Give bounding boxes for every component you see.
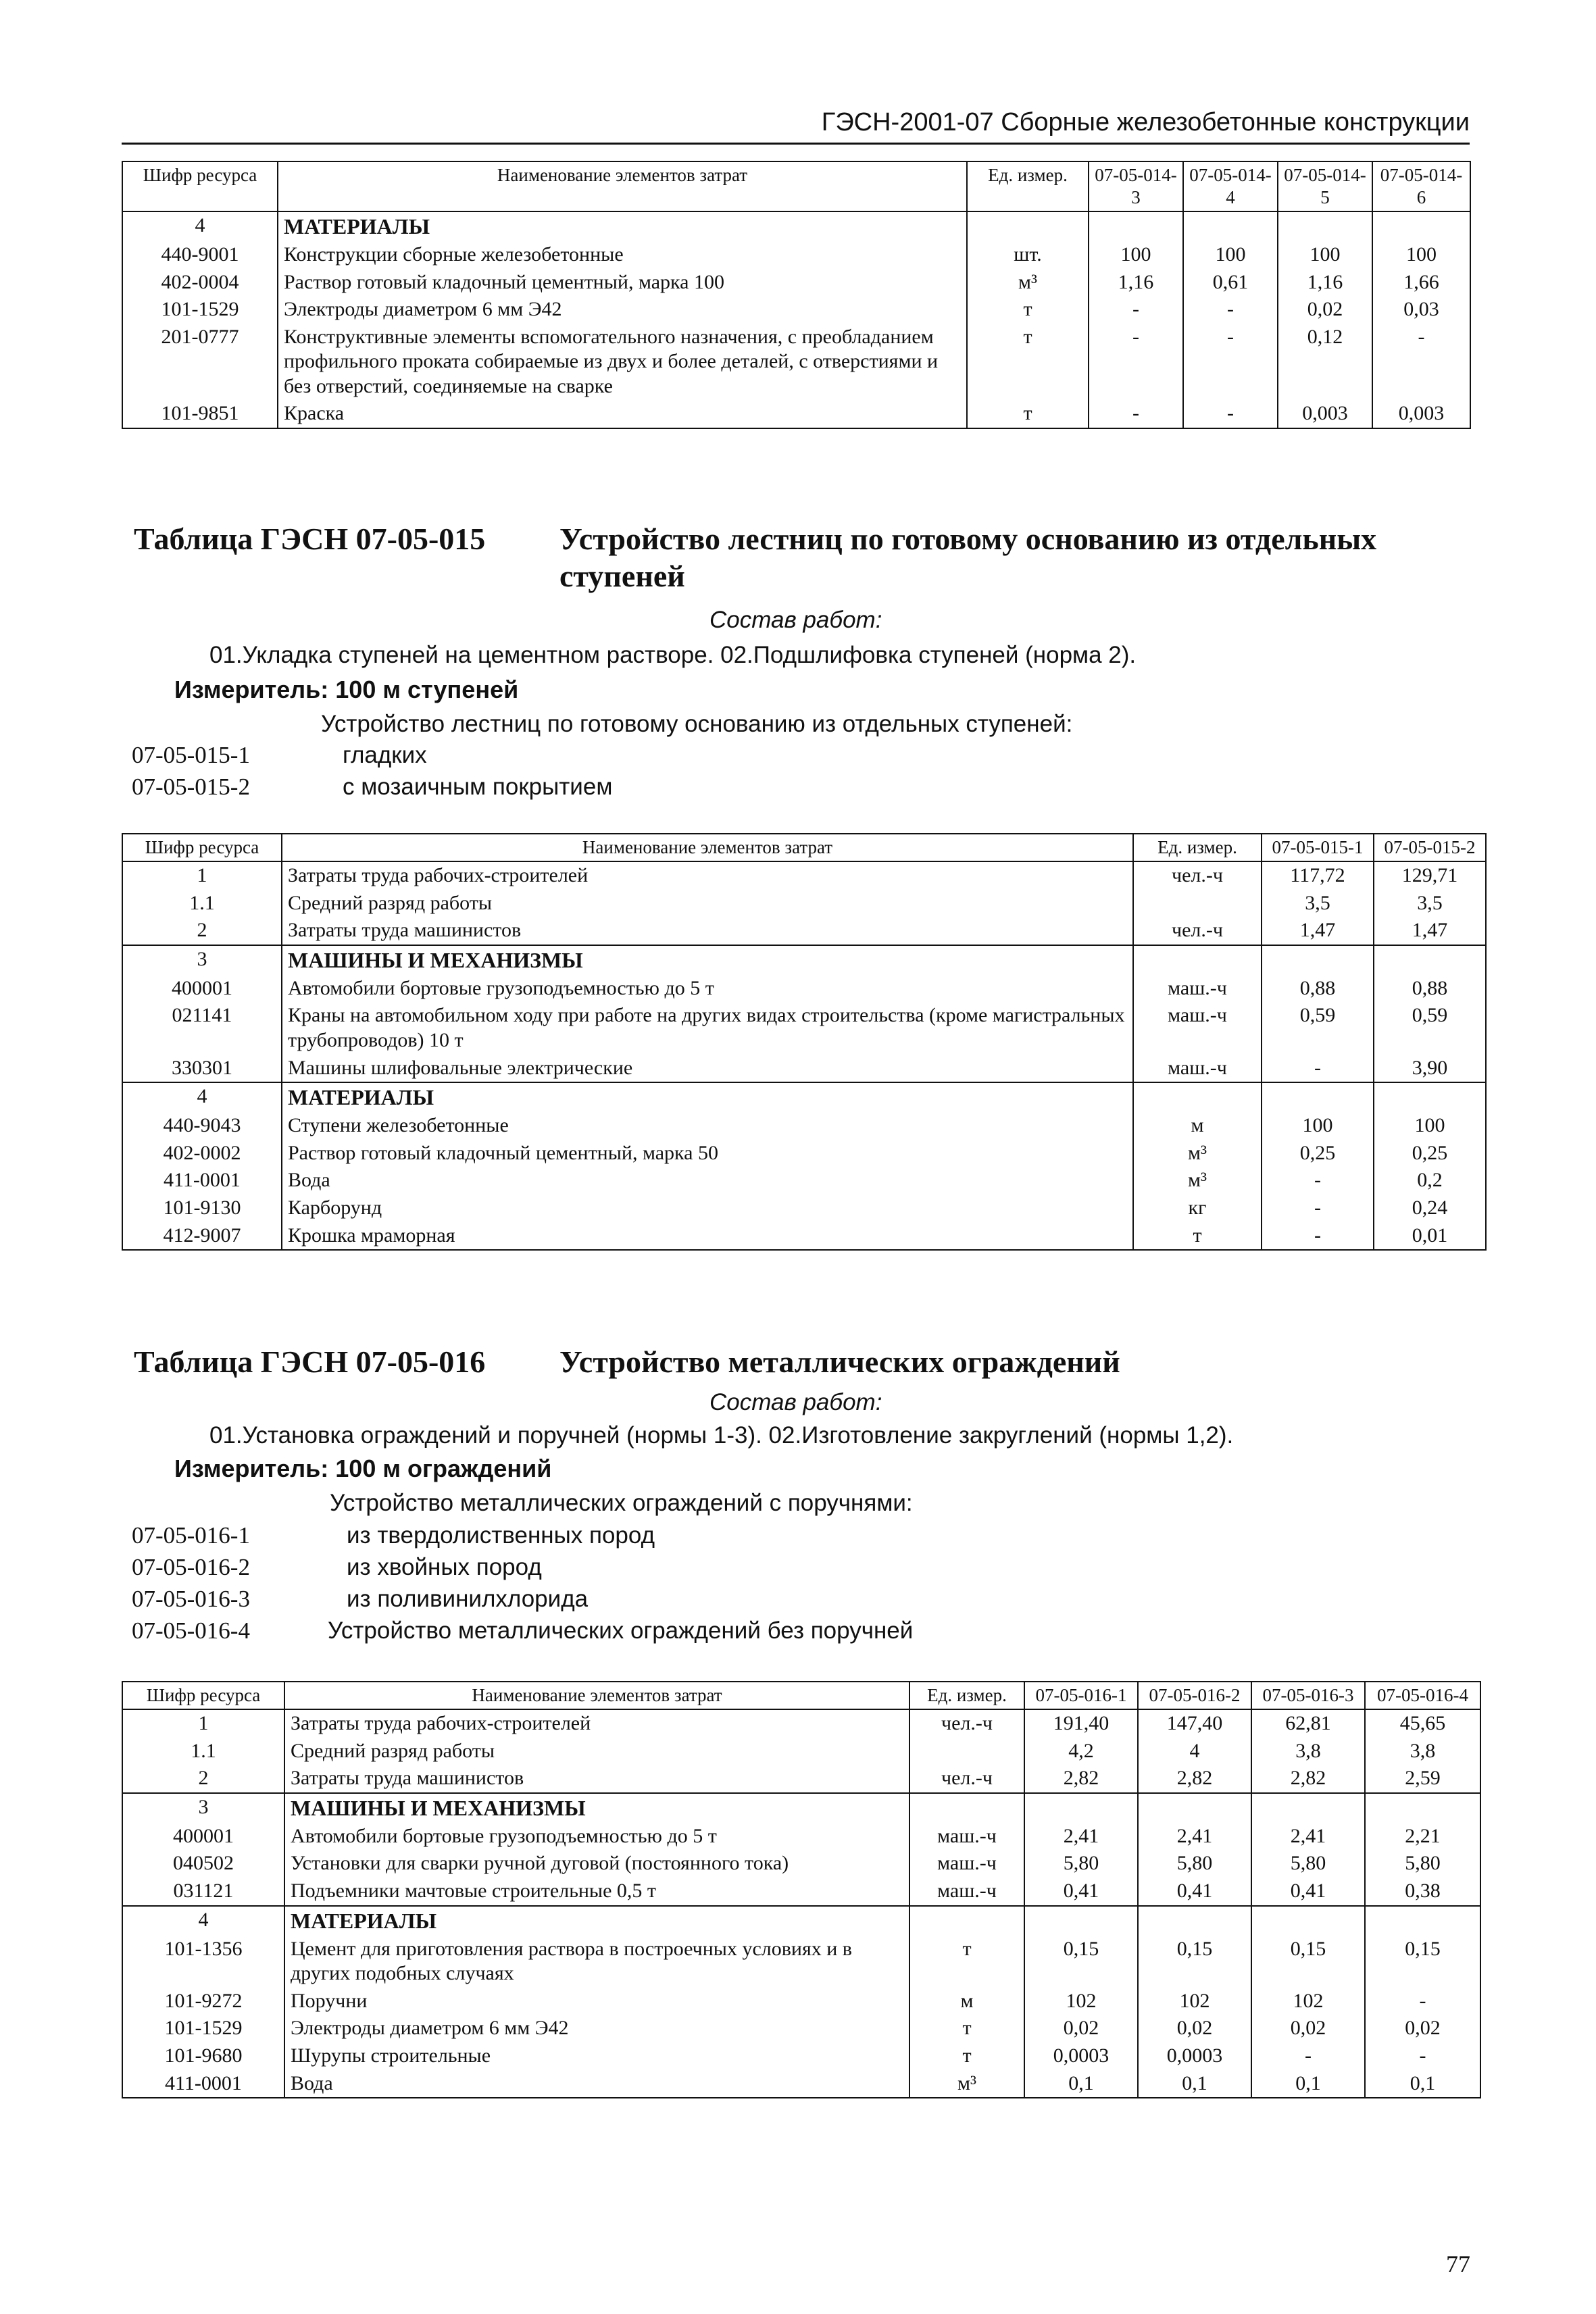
value-cell bbox=[1138, 1793, 1251, 1823]
table-row bbox=[122, 324, 1470, 401]
sostav-text: 01.Установка ограждений и поручней (нормы 1-3). 02.Изготовление закруглений (нормы 1,2). bbox=[209, 1422, 1234, 1449]
resource-name-cell: Затраты труда машинистов bbox=[284, 1765, 909, 1793]
col-header-code: Шифр ресурса bbox=[122, 834, 282, 861]
value-cell: 1,47 bbox=[1374, 917, 1486, 945]
col-header-norm: 07-05-014-3 bbox=[1089, 161, 1183, 211]
resource-name-cell: Раствор готовый кладочный цементный, марка 50 bbox=[282, 1140, 1133, 1167]
section-row bbox=[122, 211, 1470, 241]
value-cell: 0,02 bbox=[1251, 2015, 1365, 2042]
value-cell: 3,8 bbox=[1251, 1738, 1365, 1765]
value-cell: - bbox=[1372, 324, 1470, 401]
resource-code-cell: 101-1529 bbox=[122, 2015, 284, 2042]
value-cell: 0,0003 bbox=[1138, 2042, 1251, 2070]
value-cell: - bbox=[1089, 324, 1183, 401]
resource-code-cell: 400001 bbox=[122, 975, 282, 1003]
variant-code: 07-05-016-2 bbox=[132, 1554, 250, 1580]
value-cell: 0,15 bbox=[1138, 1936, 1251, 1988]
table-row bbox=[122, 2070, 1480, 2098]
value-cell: 0,1 bbox=[1251, 2070, 1365, 2098]
resource-name-cell: Краны на автомобильном ходу при работе на других видах строительства (кроме магистральных трубопроводов) 10 т bbox=[282, 1002, 1133, 1054]
resource-code-cell: 031121 bbox=[122, 1878, 284, 1906]
resource-code-cell: 4 bbox=[122, 211, 278, 241]
variant-code: 07-05-016-3 bbox=[132, 1586, 250, 1612]
table-title-016 bbox=[134, 1343, 1438, 1380]
section-row bbox=[122, 1082, 1486, 1112]
table-row bbox=[122, 1055, 1486, 1083]
value-cell bbox=[1365, 1793, 1480, 1823]
unit-cell: маш.-ч bbox=[909, 1878, 1024, 1906]
table-row bbox=[122, 1988, 1480, 2015]
unit-cell: т bbox=[1133, 1222, 1262, 1251]
unit-cell bbox=[967, 211, 1089, 241]
value-cell: 0,24 bbox=[1374, 1194, 1486, 1222]
value-cell bbox=[1024, 1906, 1138, 1936]
resource-name-cell: МАТЕРИАЛЫ bbox=[284, 1906, 909, 1936]
unit-cell: т bbox=[909, 2042, 1024, 2070]
resource-code-cell: 330301 bbox=[122, 1055, 282, 1083]
resource-code-cell: 101-9851 bbox=[122, 400, 278, 428]
col-header-norm: 07-05-014-5 bbox=[1278, 161, 1372, 211]
value-cell: 100 bbox=[1262, 1112, 1374, 1140]
variants-intro: Устройство лестниц по готовому основанию из отдельных ступеней: bbox=[321, 711, 1073, 737]
resource-code-cell: 2 bbox=[122, 917, 282, 945]
value-cell: 0,15 bbox=[1365, 1936, 1480, 1988]
unit-cell: т bbox=[909, 1936, 1024, 1988]
value-cell: 100 bbox=[1089, 241, 1183, 269]
resource-name-cell: Раствор готовый кладочный цементный, марка 100 bbox=[278, 269, 967, 297]
value-cell bbox=[1262, 1082, 1374, 1112]
table-row bbox=[122, 1112, 1486, 1140]
variant-desc: из поливинилхлорида bbox=[347, 1586, 589, 1612]
resource-table-015 bbox=[122, 833, 1487, 1251]
value-cell: 2,21 bbox=[1365, 1823, 1480, 1851]
resource-name-cell: Затраты труда машинистов bbox=[282, 917, 1133, 945]
value-cell: 0,59 bbox=[1374, 1002, 1486, 1054]
resource-name-cell: Затраты труда рабочих-строителей bbox=[284, 1709, 909, 1738]
value-cell: 0,03 bbox=[1372, 296, 1470, 324]
resource-code-cell: 402-0004 bbox=[122, 269, 278, 297]
unit-cell: маш.-ч bbox=[1133, 975, 1262, 1003]
unit-cell: маш.-ч bbox=[909, 1850, 1024, 1878]
value-cell: 3,5 bbox=[1262, 890, 1374, 917]
value-cell: 2,82 bbox=[1138, 1765, 1251, 1793]
page-number: 77 bbox=[1446, 2250, 1470, 2278]
unit-cell: чел.-ч bbox=[1133, 917, 1262, 945]
unit-cell: шт. bbox=[967, 241, 1089, 269]
value-cell: - bbox=[1251, 2042, 1365, 2070]
value-cell: 1,66 bbox=[1372, 269, 1470, 297]
value-cell: 2,41 bbox=[1251, 1823, 1365, 1851]
resource-name-cell: Подъемники мачтовые строительные 0,5 т bbox=[284, 1878, 909, 1906]
value-cell: 100 bbox=[1374, 1112, 1486, 1140]
value-cell: 62,81 bbox=[1251, 1709, 1365, 1738]
value-cell: 0,41 bbox=[1251, 1878, 1365, 1906]
sostav-label: Состав работ: bbox=[709, 1389, 882, 1415]
value-cell: 4 bbox=[1138, 1738, 1251, 1765]
table-row bbox=[122, 1878, 1480, 1906]
unit-cell: м³ bbox=[1133, 1167, 1262, 1194]
table-row bbox=[122, 1140, 1486, 1167]
value-cell: 0,12 bbox=[1278, 324, 1372, 401]
resource-name-cell: МАТЕРИАЛЫ bbox=[282, 1082, 1133, 1112]
table-row bbox=[122, 400, 1470, 428]
resource-name-cell: Вода bbox=[284, 2070, 909, 2098]
table-title-015 bbox=[134, 520, 1438, 595]
value-cell: - bbox=[1262, 1194, 1374, 1222]
value-cell: 0,1 bbox=[1024, 2070, 1138, 2098]
value-cell: 1,16 bbox=[1278, 269, 1372, 297]
value-cell bbox=[1138, 1906, 1251, 1936]
table-heading: Устройство металлических ограждений bbox=[559, 1344, 1120, 1379]
resource-name-cell: Средний разряд работы bbox=[282, 890, 1133, 917]
variant-code: 07-05-015-2 bbox=[132, 774, 250, 800]
variant-desc: из хвойных пород bbox=[347, 1554, 542, 1580]
unit-cell: кг bbox=[1133, 1194, 1262, 1222]
resource-code-cell: 3 bbox=[122, 945, 282, 975]
value-cell: 0,0003 bbox=[1024, 2042, 1138, 2070]
value-cell: 147,40 bbox=[1138, 1709, 1251, 1738]
resource-name-cell: Ступени железобетонные bbox=[282, 1112, 1133, 1140]
table-row bbox=[122, 2042, 1480, 2070]
value-cell: 2,59 bbox=[1365, 1765, 1480, 1793]
value-cell: 0,61 bbox=[1183, 269, 1278, 297]
value-cell: 129,71 bbox=[1374, 861, 1486, 890]
unit-cell bbox=[909, 1793, 1024, 1823]
value-cell: - bbox=[1365, 1988, 1480, 2015]
section-row bbox=[122, 1906, 1480, 1936]
value-cell: 3,90 bbox=[1374, 1055, 1486, 1083]
value-cell: 0,25 bbox=[1262, 1140, 1374, 1167]
resource-code-cell: 411-0001 bbox=[122, 2070, 284, 2098]
resource-code-cell: 4 bbox=[122, 1082, 282, 1112]
value-cell: - bbox=[1365, 2042, 1480, 2070]
resource-code-cell: 1 bbox=[122, 1709, 284, 1738]
resource-code-cell: 440-9001 bbox=[122, 241, 278, 269]
value-cell: 102 bbox=[1024, 1988, 1138, 2015]
value-cell bbox=[1262, 945, 1374, 975]
col-header-name: Наименование элементов затрат bbox=[282, 834, 1133, 861]
unit-cell: чел.-ч bbox=[909, 1765, 1024, 1793]
table-row bbox=[122, 1765, 1480, 1793]
resource-code-cell: 400001 bbox=[122, 1823, 284, 1851]
value-cell: 0,02 bbox=[1278, 296, 1372, 324]
col-header-code: Шифр ресурса bbox=[122, 161, 278, 211]
running-header: ГЭСН-2001-07 Сборные железобетонные конструкции bbox=[122, 108, 1470, 145]
col-header-norm: 07-05-014-4 bbox=[1183, 161, 1278, 211]
unit-cell: т bbox=[909, 2015, 1024, 2042]
unit-cell: т bbox=[967, 324, 1089, 401]
resource-code-cell: 412-9007 bbox=[122, 1222, 282, 1251]
value-cell: 0,02 bbox=[1138, 2015, 1251, 2042]
variant-desc: с мозаичным покрытием bbox=[343, 774, 613, 800]
value-cell: 100 bbox=[1183, 241, 1278, 269]
table-row bbox=[122, 1222, 1486, 1251]
resource-name-cell: Автомобили бортовые грузоподъемностью до 5 т bbox=[282, 975, 1133, 1003]
table-07-05-016-block bbox=[122, 1681, 1480, 2098]
value-cell: 0,1 bbox=[1365, 2070, 1480, 2098]
table-row bbox=[122, 269, 1470, 297]
resource-name-cell: МАТЕРИАЛЫ bbox=[278, 211, 967, 241]
variant-code: 07-05-015-1 bbox=[132, 742, 250, 768]
sostav-label: Состав работ: bbox=[709, 607, 882, 633]
resource-name-cell: Шурупы строительные bbox=[284, 2042, 909, 2070]
unit-cell: маш.-ч bbox=[1133, 1055, 1262, 1083]
variant-desc: Устройство металлических ограждений без поручней bbox=[328, 1617, 914, 1644]
value-cell: 102 bbox=[1251, 1988, 1365, 2015]
value-cell: 2,41 bbox=[1138, 1823, 1251, 1851]
section-row bbox=[122, 945, 1486, 975]
unit-cell: м³ bbox=[909, 2070, 1024, 2098]
value-cell: 0,88 bbox=[1374, 975, 1486, 1003]
variant-code: 07-05-016-4 bbox=[132, 1617, 250, 1644]
value-cell: 2,82 bbox=[1024, 1765, 1138, 1793]
value-cell: 2,41 bbox=[1024, 1823, 1138, 1851]
resource-code-cell: 4 bbox=[122, 1906, 284, 1936]
unit-cell: м bbox=[1133, 1112, 1262, 1140]
unit-cell bbox=[1133, 945, 1262, 975]
resource-code-cell: 411-0001 bbox=[122, 1167, 282, 1194]
resource-name-cell: Цемент для приготовления раствора в построечных условиях и в других подобных случаях bbox=[284, 1936, 909, 1988]
variant-code: 07-05-016-1 bbox=[132, 1522, 250, 1549]
value-cell: 45,65 bbox=[1365, 1709, 1480, 1738]
table-heading: Устройство лестниц по готовому основанию из отдельных ступеней bbox=[559, 522, 1377, 594]
value-cell: - bbox=[1183, 296, 1278, 324]
col-header-name: Наименование элементов затрат bbox=[278, 161, 967, 211]
resource-name-cell: Краска bbox=[278, 400, 967, 428]
unit-cell: т bbox=[967, 296, 1089, 324]
variants-intro: Устройство металлических ограждений с поручнями: bbox=[330, 1490, 913, 1516]
value-cell: 1,47 bbox=[1262, 917, 1374, 945]
section-row bbox=[122, 1793, 1480, 1823]
variant-desc: из твердолиственных пород bbox=[347, 1522, 655, 1549]
value-cell: - bbox=[1089, 400, 1183, 428]
value-cell: 117,72 bbox=[1262, 861, 1374, 890]
resource-name-cell: Машины шлифовальные электрические bbox=[282, 1055, 1133, 1083]
unit-cell: маш.-ч bbox=[1133, 1002, 1262, 1054]
table-label: Таблица ГЭСН 07-05-016 bbox=[134, 1344, 486, 1379]
value-cell: 0,2 bbox=[1374, 1167, 1486, 1194]
value-cell: 0,15 bbox=[1251, 1936, 1365, 1988]
value-cell: 0,38 bbox=[1365, 1878, 1480, 1906]
unit-cell: чел.-ч bbox=[1133, 861, 1262, 890]
value-cell: 0,59 bbox=[1262, 1002, 1374, 1054]
table-row bbox=[122, 890, 1486, 917]
value-cell bbox=[1372, 211, 1470, 241]
col-header-norm: 07-05-015-2 bbox=[1374, 834, 1486, 861]
table-07-05-014-block bbox=[122, 161, 1470, 429]
value-cell: 0,02 bbox=[1365, 2015, 1480, 2042]
resource-name-cell: Конструкции сборные железобетонные bbox=[278, 241, 967, 269]
col-header-unit: Ед. измер. bbox=[909, 1682, 1024, 1709]
resource-name-cell: Крошка мраморная bbox=[282, 1222, 1133, 1251]
col-header-unit: Ед. измер. bbox=[1133, 834, 1262, 861]
resource-code-cell: 201-0777 bbox=[122, 324, 278, 401]
variant-desc: гладких bbox=[343, 742, 427, 768]
value-cell: - bbox=[1262, 1167, 1374, 1194]
value-cell bbox=[1183, 211, 1278, 241]
resource-name-cell: МАШИНЫ И МЕХАНИЗМЫ bbox=[282, 945, 1133, 975]
table-row bbox=[122, 2015, 1480, 2042]
col-header-norm: 07-05-016-2 bbox=[1138, 1682, 1251, 1709]
unit-cell: маш.-ч bbox=[909, 1823, 1024, 1851]
col-header-name: Наименование элементов затрат bbox=[284, 1682, 909, 1709]
value-cell: - bbox=[1262, 1055, 1374, 1083]
unit-cell bbox=[1133, 890, 1262, 917]
resource-code-cell: 101-9680 bbox=[122, 2042, 284, 2070]
table-row bbox=[122, 1194, 1486, 1222]
value-cell bbox=[1374, 945, 1486, 975]
resource-table-016 bbox=[122, 1681, 1481, 2098]
unit-cell bbox=[909, 1906, 1024, 1936]
col-header-norm: 07-05-015-1 bbox=[1262, 834, 1374, 861]
resource-code-cell: 440-9043 bbox=[122, 1112, 282, 1140]
value-cell: 0,41 bbox=[1138, 1878, 1251, 1906]
unit-cell: м³ bbox=[967, 269, 1089, 297]
resource-code-cell: 3 bbox=[122, 1793, 284, 1823]
value-cell: 100 bbox=[1372, 241, 1470, 269]
table-row bbox=[122, 1738, 1480, 1765]
col-header-norm: 07-05-016-4 bbox=[1365, 1682, 1480, 1709]
unit-cell: м bbox=[909, 1988, 1024, 2015]
resource-name-cell: Вода bbox=[282, 1167, 1133, 1194]
value-cell: - bbox=[1183, 400, 1278, 428]
resource-name-cell: Электроды диаметром 6 мм Э42 bbox=[278, 296, 967, 324]
col-header-norm: 07-05-016-3 bbox=[1251, 1682, 1365, 1709]
value-cell: 0,01 bbox=[1374, 1222, 1486, 1251]
value-cell: 3,8 bbox=[1365, 1738, 1480, 1765]
value-cell: 100 bbox=[1278, 241, 1372, 269]
sostav-text: 01.Укладка ступеней на цементном растворе. 02.Подшлифовка ступеней (норма 2). bbox=[209, 642, 1137, 668]
value-cell bbox=[1365, 1906, 1480, 1936]
resource-name-cell: Автомобили бортовые грузоподъемностью до 5 т bbox=[284, 1823, 909, 1851]
col-header-unit: Ед. измер. bbox=[967, 161, 1089, 211]
value-cell: 102 bbox=[1138, 1988, 1251, 2015]
value-cell: 0,003 bbox=[1278, 400, 1372, 428]
resource-name-cell: Электроды диаметром 6 мм Э42 bbox=[284, 2015, 909, 2042]
table-row bbox=[122, 1002, 1486, 1054]
value-cell: 0,15 bbox=[1024, 1936, 1138, 1988]
table-row bbox=[122, 241, 1470, 269]
value-cell: 0,003 bbox=[1372, 400, 1470, 428]
meter-line: Измеритель: 100 м ступеней bbox=[174, 676, 519, 703]
resource-code-cell: 402-0002 bbox=[122, 1140, 282, 1167]
table-row bbox=[122, 975, 1486, 1003]
value-cell: 0,25 bbox=[1374, 1140, 1486, 1167]
value-cell bbox=[1251, 1906, 1365, 1936]
col-header-norm: 07-05-016-1 bbox=[1024, 1682, 1138, 1709]
value-cell: 3,5 bbox=[1374, 890, 1486, 917]
value-cell: 0,88 bbox=[1262, 975, 1374, 1003]
value-cell: 0,1 bbox=[1138, 2070, 1251, 2098]
value-cell bbox=[1278, 211, 1372, 241]
resource-code-cell: 101-1529 bbox=[122, 296, 278, 324]
table-row bbox=[122, 296, 1470, 324]
resource-name-cell: Поручни bbox=[284, 1988, 909, 2015]
resource-code-cell: 1.1 bbox=[122, 890, 282, 917]
col-header-norm: 07-05-014-6 bbox=[1372, 161, 1470, 211]
value-cell: 5,80 bbox=[1138, 1850, 1251, 1878]
table-row bbox=[122, 1823, 1480, 1851]
col-header-code: Шифр ресурса bbox=[122, 1682, 284, 1709]
value-cell: 5,80 bbox=[1024, 1850, 1138, 1878]
unit-cell: т bbox=[967, 400, 1089, 428]
value-cell: 5,80 bbox=[1251, 1850, 1365, 1878]
resource-code-cell: 2 bbox=[122, 1765, 284, 1793]
value-cell bbox=[1251, 1793, 1365, 1823]
resource-code-cell: 101-9130 bbox=[122, 1194, 282, 1222]
resource-name-cell: МАШИНЫ И МЕХАНИЗМЫ bbox=[284, 1793, 909, 1823]
resource-table-014 bbox=[122, 161, 1471, 429]
resource-code-cell: 1 bbox=[122, 861, 282, 890]
meter-line: Измеритель: 100 м ограждений bbox=[174, 1455, 552, 1482]
resource-name-cell: Средний разряд работы bbox=[284, 1738, 909, 1765]
table-label: Таблица ГЭСН 07-05-015 bbox=[134, 522, 486, 556]
resource-code-cell: 101-9272 bbox=[122, 1988, 284, 2015]
table-row bbox=[122, 1936, 1480, 1988]
resource-code-cell: 1.1 bbox=[122, 1738, 284, 1765]
value-cell: 2,82 bbox=[1251, 1765, 1365, 1793]
value-cell bbox=[1089, 211, 1183, 241]
unit-cell bbox=[1133, 1082, 1262, 1112]
value-cell: 5,80 bbox=[1365, 1850, 1480, 1878]
table-row bbox=[122, 861, 1486, 890]
resource-code-cell: 101-1356 bbox=[122, 1936, 284, 1988]
resource-name-cell: Карборунд bbox=[282, 1194, 1133, 1222]
value-cell: 1,16 bbox=[1089, 269, 1183, 297]
value-cell: - bbox=[1262, 1222, 1374, 1251]
table-row bbox=[122, 1850, 1480, 1878]
resource-name-cell: Затраты труда рабочих-строителей bbox=[282, 861, 1133, 890]
unit-cell bbox=[909, 1738, 1024, 1765]
value-cell: 191,40 bbox=[1024, 1709, 1138, 1738]
value-cell bbox=[1024, 1793, 1138, 1823]
resource-code-cell: 040502 bbox=[122, 1850, 284, 1878]
unit-cell: м³ bbox=[1133, 1140, 1262, 1167]
value-cell: 4,2 bbox=[1024, 1738, 1138, 1765]
table-row bbox=[122, 1709, 1480, 1738]
resource-code-cell: 021141 bbox=[122, 1002, 282, 1054]
resource-name-cell: Установки для сварки ручной дуговой (постоянного тока) bbox=[284, 1850, 909, 1878]
unit-cell: чел.-ч bbox=[909, 1709, 1024, 1738]
resource-name-cell: Конструктивные элементы вспомогательного назначения, с преобладанием профильного проката собираемые из двух и более деталей, с отверстиями и без отверстий, соединяемые на сварке bbox=[278, 324, 967, 401]
table-07-05-015-block bbox=[122, 833, 1485, 1251]
value-cell bbox=[1374, 1082, 1486, 1112]
value-cell: - bbox=[1089, 296, 1183, 324]
table-row bbox=[122, 1167, 1486, 1194]
value-cell: - bbox=[1183, 324, 1278, 401]
table-row bbox=[122, 917, 1486, 945]
value-cell: 0,02 bbox=[1024, 2015, 1138, 2042]
value-cell: 0,41 bbox=[1024, 1878, 1138, 1906]
